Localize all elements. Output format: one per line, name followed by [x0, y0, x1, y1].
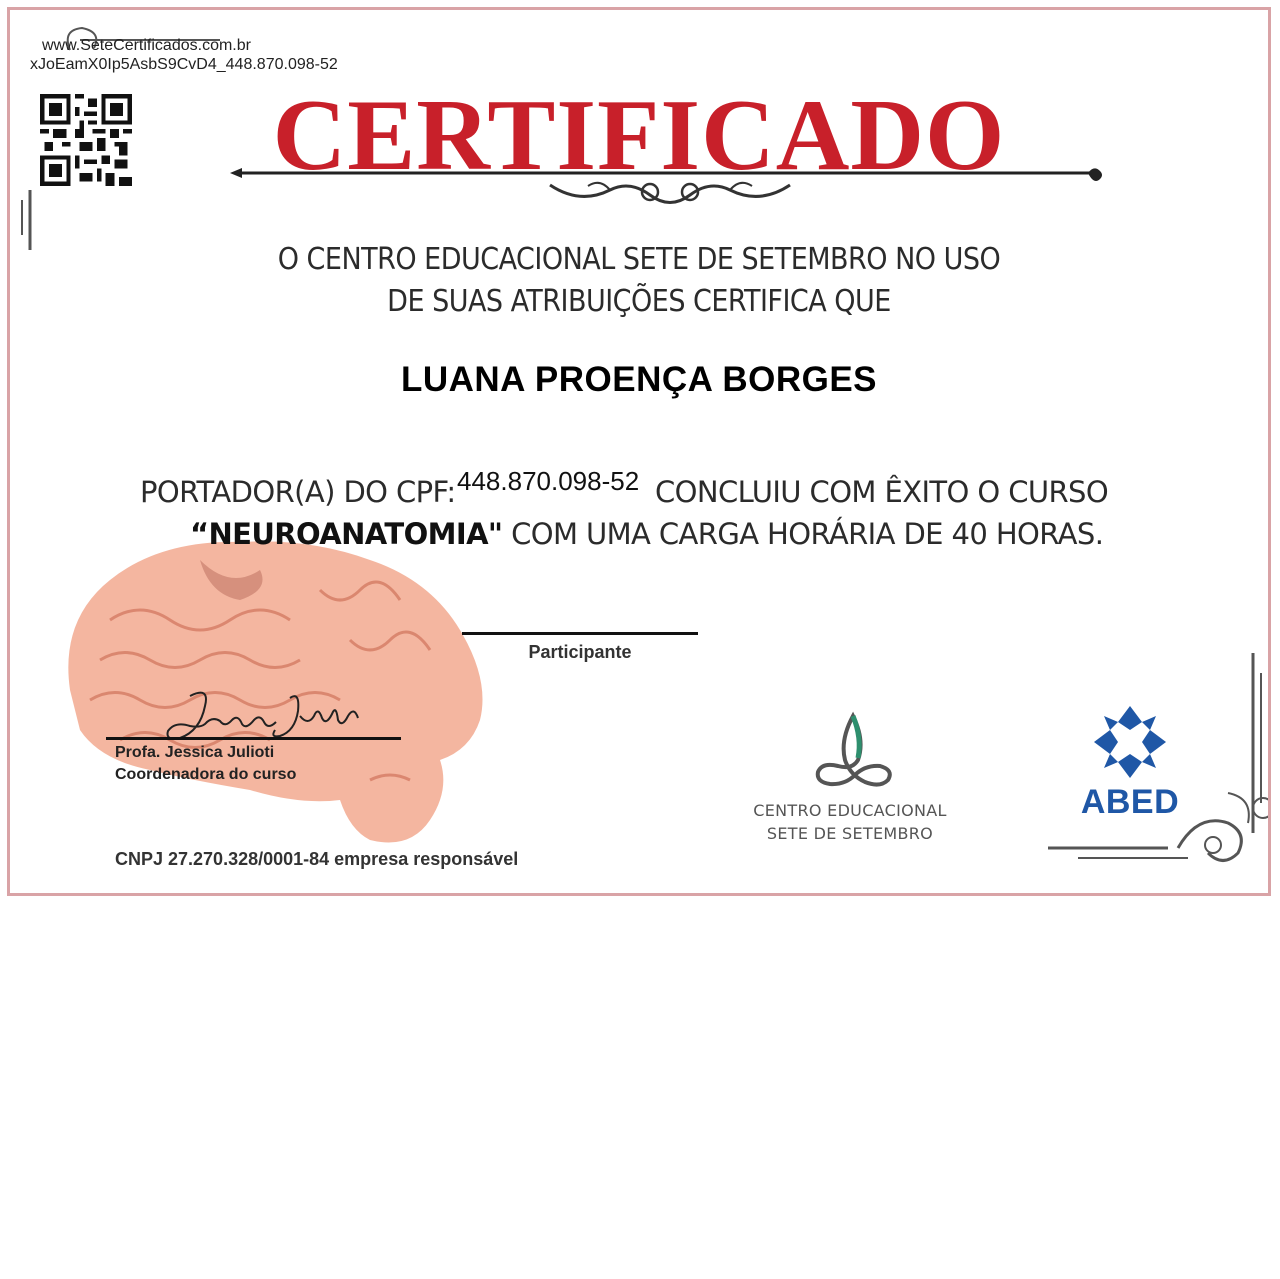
centro-educacional-logo-icon [810, 710, 896, 792]
intro-line-2: DE SUAS ATRIBUIÇÕES CERTIFICA QUE [387, 284, 891, 319]
cpf-prefix: PORTADOR(A) DO CPF: [140, 475, 456, 509]
participant-signature-line [462, 632, 698, 635]
participant-name: LUANA PROENÇA BORGES [400, 360, 878, 399]
centro-line-2: SETE DE SETEMBRO [766, 824, 934, 843]
course-suffix: COM UMA CARGA HORÁRIA DE 40 HORAS. [511, 517, 1104, 551]
centro-line-1: CENTRO EDUCACIONAL [753, 801, 947, 820]
intro-line-1: O CENTRO EDUCACIONAL SETE DE SETEMBRO NO USO [277, 242, 1001, 277]
abed-logo-icon [1090, 702, 1170, 782]
participant-label: Participante [528, 642, 632, 662]
course-line [190, 514, 1103, 554]
cpf-value: 448.870.098-52 [457, 466, 640, 496]
coordinator-name: Profa. Jessica Julioti [115, 744, 275, 761]
centro-educacional-name [740, 799, 960, 845]
title-flourish-divider [230, 160, 1110, 220]
certificate-frame [7, 7, 1271, 896]
certificate-title: CERTIFICADO [272, 79, 1006, 192]
website-url[interactable]: www.SeteCertificados.com.br [42, 37, 251, 54]
cnpj-text: CNPJ 27.270.328/0001-84 empresa responsável [115, 849, 519, 869]
coordinator-signature-line [106, 737, 401, 740]
coordinator-role: Coordenadora do curso [115, 766, 297, 783]
cpf-suffix: CONCLUIU COM ÊXITO O CURSO [655, 475, 1109, 509]
abed-name: ABED [1080, 783, 1180, 821]
course-name: “NEUROANATOMIA" [190, 517, 503, 551]
verification-code: xJoEamX0Ip5AsbS9CvD4_448.870.098-52 [30, 56, 338, 73]
